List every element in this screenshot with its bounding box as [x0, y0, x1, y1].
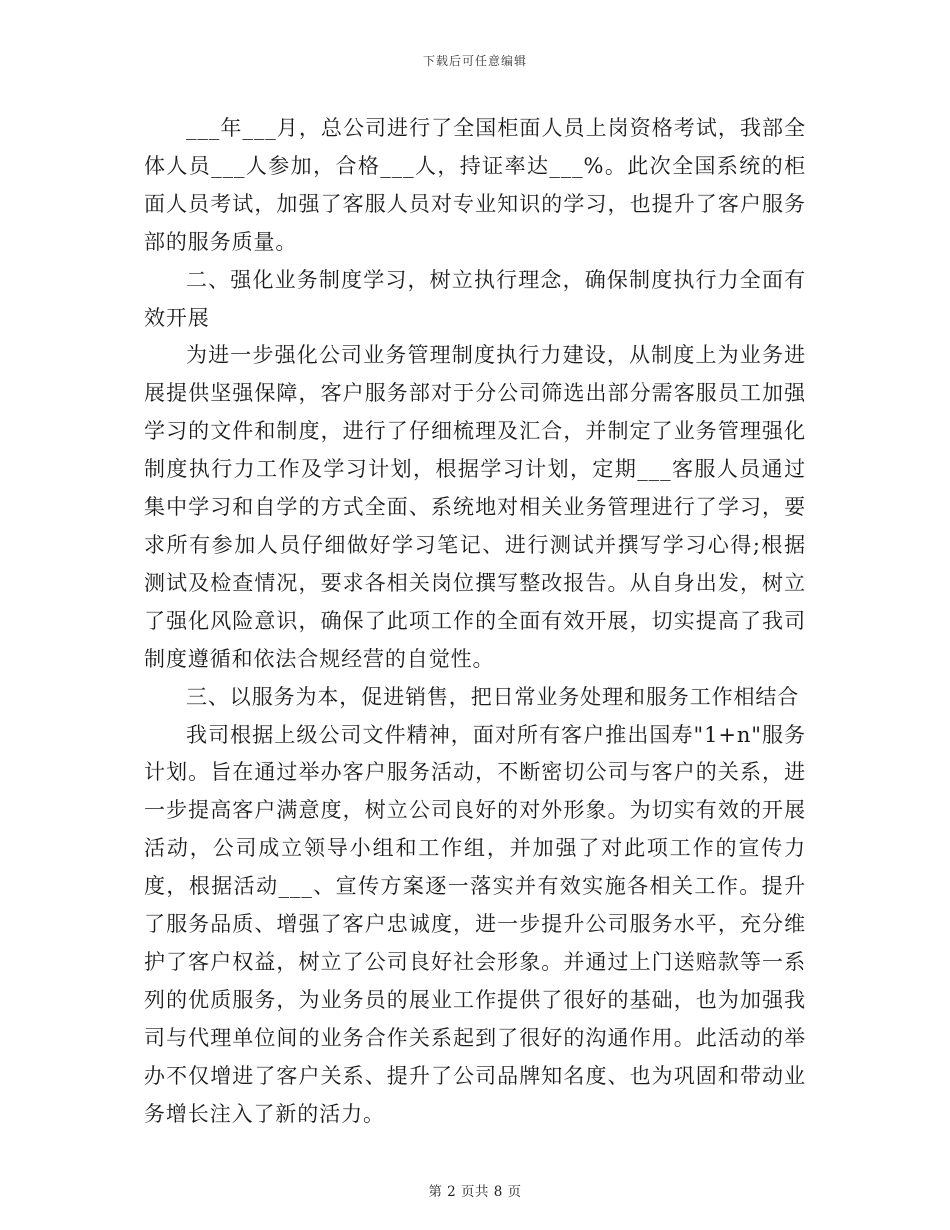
paragraph-system-study: 为进一步强化公司业务管理制度执行力建设，从制度上为业务进展提供坚强保障，客户服务部对于分公司筛选出部分需客服员工加强学习的文件和制度，进行了仔细梳理及汇合，并制定了业务管理强化制度执行力工作及学习计划，根据学习计划，定期___客服人员通过集中学习和自学的方式全面、系统地对相关业务管理进行了学习，要求所有参加人员仔细做好学习笔记、进行测试并撰写学习心得;根据测试及检查情况，要求各相关岗位撰写整改报告。从自身出发，树立了强化风险意识，确保了此项工作的全面有效开展，切实提高了我司制度遵循和依法合规经营的自觉性。	[144, 343, 806, 671]
section-heading-2: 二、强化业务制度学习，树立执行理念，确保制度执行力全面有效开展	[144, 267, 806, 330]
section-heading-3: 三、以服务为本，促进销售，把日常业务处理和服务工作相结合	[186, 684, 800, 709]
page-footer: 第 2 页共 8 页	[428, 1184, 522, 1200]
page-header: 下载后可任意编辑	[422, 54, 527, 68]
paragraph-service-plan: 我司根据上级公司文件精神，面对所有客户推出国寿"1+n"服务计划。旨在通过举办客户服务活动，不断密切公司与客户的关系，进一步提高客户满意度，树立公司良好的对外形象。为切实有效的开展活动，公司成立领导小组和工作组，并加强了对此项工作的宣传力度，根据活动___、宣传方案逐一落实并有效实施各相关工作。提升了服务品质、增强了客户忠诚度，进一步提升公司服务水平，充分维护了客户权益，树立了公司良好社会形象。并通过上门送赔款等一系列的优质服务，为业务员的展业工作提供了很好的基础，也为加强我司与代理单位间的业务合作关系起到了很好的沟通作用。此活动的举办不仅增进了客户关系、提升了公司品牌知名度、也为巩固和带动业务增长注入了新的活力。	[144, 722, 806, 1126]
paragraph-exam-results: ___年___月，总公司进行了全国柜面人员上岗资格考试，我部全体人员___人参加，合格___人，持证率达___%。此次全国系统的柜面人员考试，加强了客服人员对专业知识的学习，也提升了客户服务部的服务质量。	[144, 116, 806, 254]
document-body	[144, 110, 806, 1133]
